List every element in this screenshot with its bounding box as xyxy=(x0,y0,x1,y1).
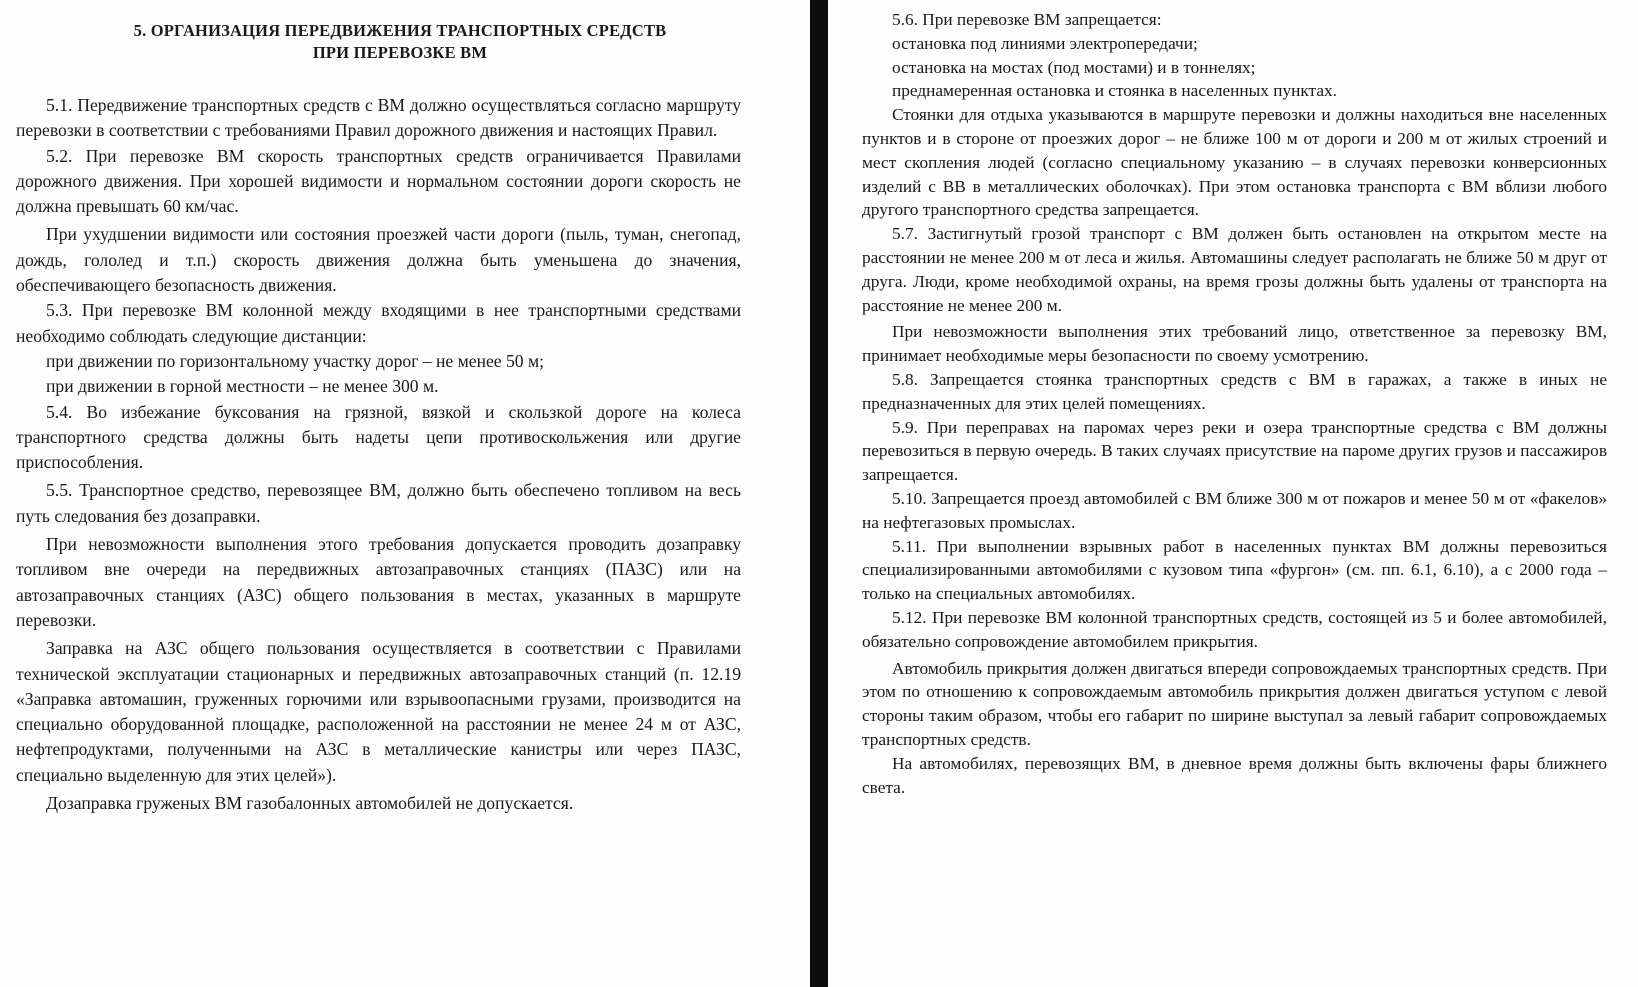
paragraph-headlights: На автомобилях, перевозящих ВМ, в дневное время должны быть включены фары ближнего света. xyxy=(862,753,1607,797)
paragraph-5-4: 5.4. Во избежание буксования на грязной, вязкой и скользкой дороге на колеса транспортного средства должны быть надеты цепи противоскольжения или другие приспособления. xyxy=(16,401,741,473)
list-item-settlements: преднамеренная остановка и стоянка в населенных пунктах. xyxy=(892,81,1337,101)
list-item-horizontal: при движении по горизонтальному участку дорог – не менее 50 м; xyxy=(46,350,545,371)
right-page xyxy=(828,0,1638,987)
heading-line-1: 5. ОРГАНИЗАЦИЯ ПЕРЕДВИЖЕНИЯ ТРАНСПОРТНЫХ СРЕДСТВ xyxy=(133,21,667,40)
list-item-mountain: при движении в горной местности – не менее 300 м. xyxy=(46,376,439,397)
paragraph-responsible: При невозможности выполнения этих требований лицо, ответственное за перевозку ВМ, принимает необходимые меры безопасности по своему усмотрению. xyxy=(862,322,1607,366)
paragraph-5-6: 5.6. При перевозке ВМ запрещается: xyxy=(892,10,1162,29)
paragraph-visibility: При ухудшении видимости или состояния проезжей части дороги (пыль, туман, снегопад, дождь, гололед и т.п.) скорость движения должна быть уменьшена до значения, обеспечивающего безопасность движения. xyxy=(16,224,741,296)
left-page xyxy=(0,0,810,987)
paragraph-escort: Автомобиль прикрытия должен двигаться впереди сопровождаемых транспортных средств. При этом по отношению к сопровождаемым автомобиль прикрытия должен двигаться уступом с левой стороны таким образом, чтобы его габарит по ширине выступал за левый габарит сопровождаемых транспортных средств. xyxy=(862,658,1607,749)
list-item-bridges: остановка на мостах (под мостами) и в тоннелях; xyxy=(892,57,1256,77)
book-gutter xyxy=(810,0,828,987)
paragraph-gas-vehicles: Дозаправка груженых ВМ газобалонных автомобилей не допускается. xyxy=(46,793,574,814)
paragraph-5-8: 5.8. Запрещается стоянка транспортных средств с ВМ в гаражах, а также в иных не предназначенных для этих целей помещениях. xyxy=(862,369,1607,413)
paragraph-5-2: 5.2. При перевозке ВМ скорость транспортных средств ограничивается Правилами дорожного движения. При хорошей видимости и нормальном состоянии дороги скорость не должна превышать 60 км/час. xyxy=(16,145,741,217)
paragraph-rest-stops: Стоянки для отдыха указываются в маршруте перевозки и должны находиться вне населенных пунктов и в стороне от проезжих дорог – не ближе 100 м от дороги и 200 м от жилых строений и мест скопления людей (согласно специальному указанию – в случаях перевозки конверсионных изделий с ВВ в металлических оболочках). При этом остановка транспорта с ВМ вблизи любого другого транспортного средства запрещается. xyxy=(862,105,1607,220)
paragraph-5-10: 5.10. Запрещается проезд автомобилей с ВМ ближе 300 м от пожаров и менее 50 м от «факелов» на нефтегазовых промыслах. xyxy=(862,488,1607,532)
right-page-body xyxy=(862,8,1607,799)
paragraph-5-1: 5.1. Передвижение транспортных средств с ВМ должно осуществляться согласно маршруту перевозки в соответствии с требованиями Правил дорожного движения и настоящих Правил. xyxy=(16,95,741,141)
section-heading xyxy=(40,20,760,64)
paragraph-5-7: 5.7. Застигнутый грозой транспорт с ВМ должен быть остановлен на открытом месте на расстоянии не менее 200 м от леса и жилья. Автомашины следует располагать не ближе 50 м друг от друга. Люди, кроме необходимой охраны, на время грозы должны быть удалены от транспорта на расстояние не менее 200 м. xyxy=(862,224,1607,315)
paragraph-5-9: 5.9. При переправах на паромах через реки и озера транспортные средства с ВМ должны перевозиться в первую очередь. В таких случаях присутствие на пароме других грузов и пассажиров запрещается. xyxy=(862,417,1607,485)
paragraph-5-5: 5.5. Транспортное средство, перевозящее ВМ, должно быть обеспечено топливом на весь путь следования без дозаправки. xyxy=(16,480,741,526)
paragraph-5-11: 5.11. При выполнении взрывных работ в населенных пунктах ВМ должны перевозиться специализированными автомобилями с кузовом типа «фургон» (см. пп. 6.1, 6.10), а с 2000 года – только на специальных автомобилях. xyxy=(862,536,1607,604)
paragraph-5-3: 5.3. При перевозке ВМ колонной между входящими в нее транспортными средствами необходимо соблюдать следующие дистанции: xyxy=(16,300,741,346)
paragraph-refueling: При невозможности выполнения этого требования допускается проводить дозаправку топливом вне очереди на передвижных автозаправочных станциях (ПАЗС) или на автозаправочных станциях (АЗС) общего пользования в местах, указанных в маршруте перевозки. xyxy=(16,534,741,630)
heading-line-2: ПРИ ПЕРЕВОЗКЕ ВМ xyxy=(312,43,488,62)
paragraph-azs: Заправка на АЗС общего пользования осуществляется в соответствии с Правилами технической эксплуатации стационарных и передвижных автозаправочных станций (п. 12.19 «Заправка автомашин, груженных горючими или взрывоопасными грузами, производится на специально оборудованной площадке, расположенной на расстоянии не менее 24 м от АЗС, нефтепродуктами, полученными на АЗС в металлические канистры или через ПАЗС, специально выделенную для этих целей»). xyxy=(16,638,741,785)
left-page-body xyxy=(16,93,741,816)
list-item-power-lines: остановка под линиями электропередачи; xyxy=(892,33,1198,53)
paragraph-5-12: 5.12. При перевозке ВМ колонной транспортных средств, состоящей из 5 и более автомобилей, обязательно сопровождение автомобилем прикрытия. xyxy=(862,607,1607,651)
